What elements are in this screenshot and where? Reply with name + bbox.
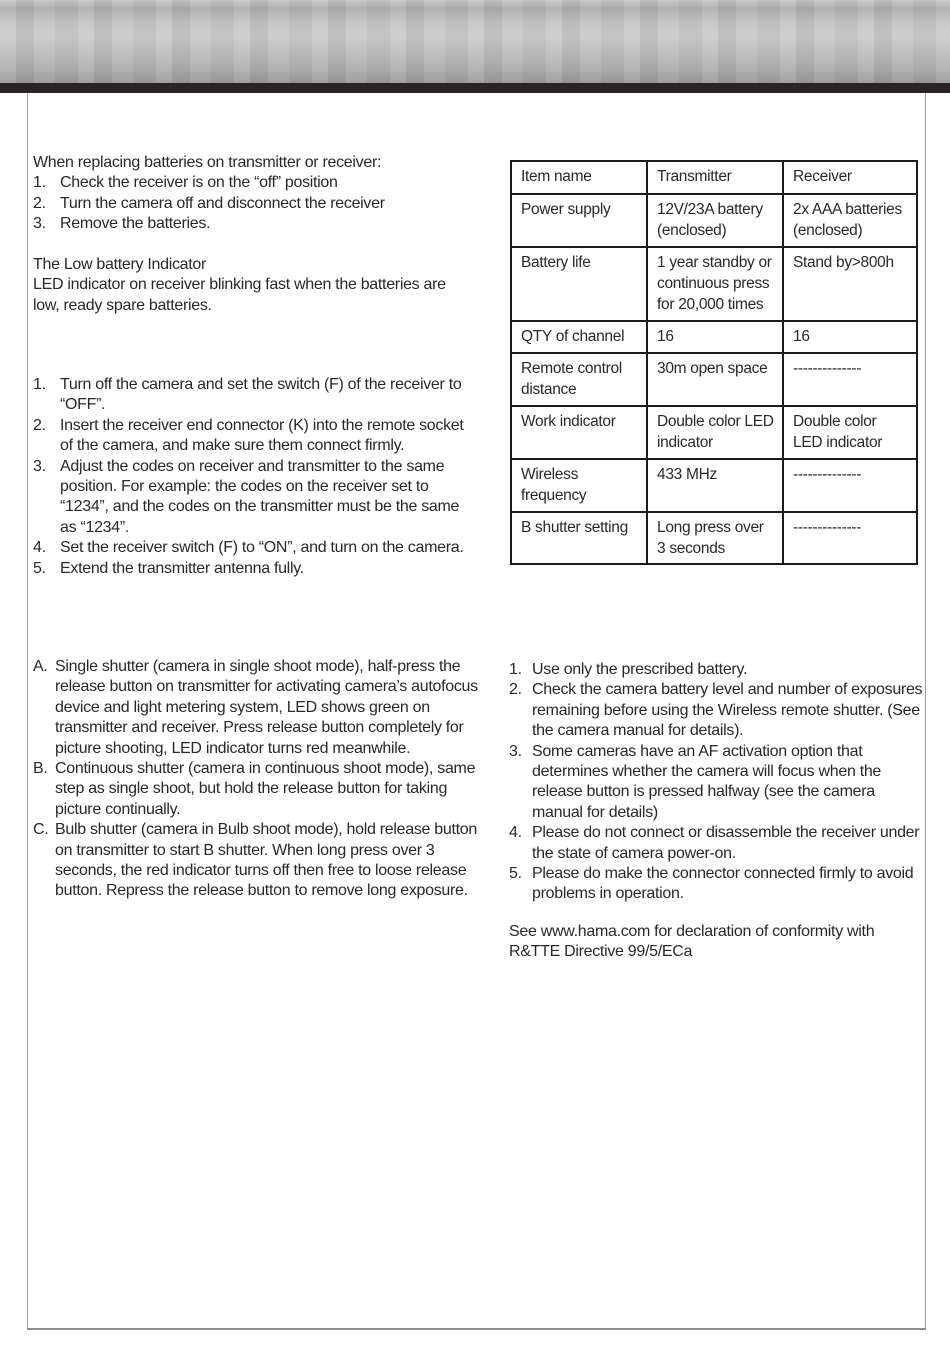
list-text: Check the receiver is on the “off” position [60, 174, 338, 192]
list-text: Continuous shutter (camera in continuous shoot mode), same step as single shoot, but hold the release button for taking picture continually. [55, 760, 476, 818]
list-item [33, 194, 463, 214]
spec-cell: Power supply [511, 194, 647, 247]
list-marker: B. [33, 760, 48, 778]
spec-cell: 1 year standby or continuous press for 20,000 times [647, 247, 783, 321]
list-text: Remove the batteries. [60, 215, 211, 233]
metal-header-band [0, 0, 950, 83]
spec-cell: 16 [783, 321, 917, 353]
usage-notes-section [509, 660, 927, 905]
list-item [33, 214, 463, 234]
list-marker: 4. [33, 539, 46, 557]
list-marker: C. [33, 821, 49, 839]
list-marker: 3. [33, 215, 46, 233]
list-marker: 5. [509, 865, 522, 883]
spec-cell: -------------- [783, 353, 917, 406]
list-marker: A. [33, 658, 48, 675]
low-battery-indicator-section [33, 255, 463, 316]
list-marker: 1. [33, 174, 46, 192]
list-text: Check the camera battery level and number of exposures remaining before using the Wireless remote shutter. (See the camera manual for details). [532, 681, 923, 740]
table-row [511, 459, 917, 512]
low-battery-body: LED indicator on receiver blinking fast when the batteries are low, ready spare batteries. [33, 276, 446, 314]
list-item [509, 864, 927, 905]
list-text: Bulb shutter (camera in Bulb shoot mode), hold release button on transmitter to start B shutter. When long press over 3 seconds, the red indicator turns off then free to loose release button. Repress the release button to remove long exposure. [55, 821, 477, 900]
list-item [509, 660, 927, 680]
spec-cell: 12V/23A battery (enclosed) [647, 194, 783, 247]
spec-cell: Stand by>800h [783, 247, 917, 321]
list-text: Turn the camera off and disconnect the receiver [60, 194, 385, 212]
spec-cell: Wireless frequency [511, 459, 647, 512]
spec-cell: QTY of channel [511, 321, 647, 353]
list-item [33, 173, 463, 193]
list-text: Please do not connect or disassemble the receiver under the state of camera power-on. [532, 824, 920, 862]
list-text: Single shutter (camera in single shoot mode), half-press the release button on transmitter for activating camera’s autofocus device and light metering system, LED shows green on transmitter and receiver. Press release button completely for picture shooting, LED indicator turns red meanwhile. [55, 658, 478, 757]
spec-cell: Work indicator [511, 406, 647, 459]
spec-cell: B shutter setting [511, 512, 647, 564]
list-item [33, 538, 478, 558]
list-text: Extend the transmitter antenna fully. [60, 559, 304, 577]
list-item [509, 742, 927, 824]
list-marker: 3. [33, 457, 46, 475]
list-text: Insert the receiver end connector (K) into the remote socket of the camera, and make sure them connect firmly. [60, 416, 464, 455]
page-border-left [27, 93, 28, 1328]
list-item [33, 559, 478, 579]
spec-cell: Battery life [511, 247, 647, 321]
list-text: Adjust the codes on receiver and transmitter to the same position. For example: the codes on the receiver set to “1234”, and the codes on the transmitter must be the same as “1234”. [60, 457, 460, 536]
spec-cell: Long press over 3 seconds [647, 512, 783, 564]
list-marker: 4. [509, 824, 522, 842]
list-item [33, 657, 478, 759]
table-row [511, 321, 917, 353]
list-item [33, 759, 478, 820]
battery-replacement-intro: When replacing batteries on transmitter or receiver: [33, 154, 382, 171]
list-item [33, 375, 478, 416]
spec-cell: 30m open space [647, 353, 783, 406]
spec-table [510, 160, 918, 565]
table-row [511, 194, 917, 247]
conformity-note-section [509, 922, 909, 963]
table-row [511, 353, 917, 406]
page-border-bottom [27, 1328, 926, 1330]
spec-cell: 2x AAA batteries (enclosed) [783, 194, 917, 247]
spec-cell: Remote control distance [511, 353, 647, 406]
battery-replacement-section [33, 153, 463, 316]
spec-cell: 433 MHz [647, 459, 783, 512]
list-text: Please do make the connector connected firmly to avoid problems in operation. [532, 865, 914, 903]
list-item [33, 820, 478, 902]
list-item [509, 823, 927, 864]
spec-header-transmitter: Transmitter [647, 161, 783, 194]
list-item [509, 680, 927, 741]
setup-steps-section [33, 375, 478, 579]
spec-cell: -------------- [783, 512, 917, 564]
list-item [33, 457, 478, 539]
list-marker: 1. [509, 661, 522, 678]
spec-table-header-row [511, 161, 917, 194]
spec-header-receiver: Receiver [783, 161, 917, 194]
list-text: Some cameras have an AF activation option that determines whether the camera will focus when the release button is pressed halfway (see the camera manual for details) [532, 742, 882, 821]
list-marker: 2. [33, 416, 46, 434]
list-text: Turn off the camera and set the switch (F) of the receiver to “OFF”. [60, 376, 462, 414]
list-marker: 2. [33, 194, 46, 212]
list-marker: 3. [509, 742, 522, 760]
shutter-modes-section [33, 657, 478, 902]
spec-cell: Double color LED indicator [783, 406, 917, 459]
spec-cell: Double color LED indicator [647, 406, 783, 459]
spec-cell: 16 [647, 321, 783, 353]
table-row [511, 406, 917, 459]
low-battery-title: The Low battery Indicator [33, 256, 207, 274]
table-row [511, 247, 917, 321]
list-text: Set the receiver switch (F) to “ON”, and turn on the camera. [60, 539, 464, 557]
list-marker: 5. [33, 559, 46, 577]
conformity-note: See www.hama.com for declaration of conformity with R&TTE Directive 99/5/ECa [509, 923, 875, 961]
table-row [511, 512, 917, 564]
list-text: Use only the prescribed battery. [532, 661, 748, 678]
spec-header-item-name: Item name [511, 161, 647, 194]
list-marker: 1. [33, 376, 46, 393]
header-divider-bar [0, 83, 950, 93]
list-item [33, 416, 478, 457]
list-marker: 2. [509, 681, 522, 699]
spec-cell: -------------- [783, 459, 917, 512]
